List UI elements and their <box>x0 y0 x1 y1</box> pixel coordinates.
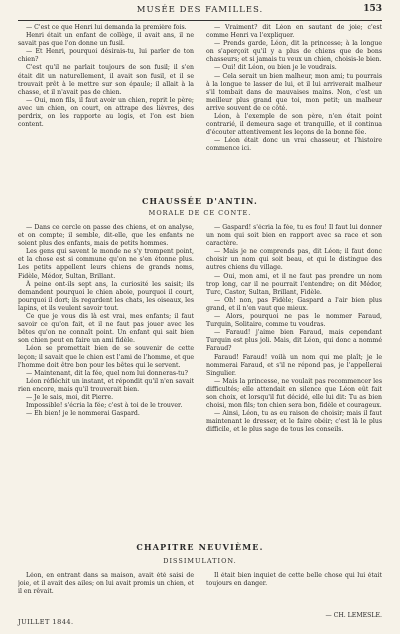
middle-left-column <box>18 224 194 510</box>
paragraph: Il était bien inquiet de cette belle chose qui lui était toujours en danger. <box>206 572 382 588</box>
paragraph: — Léon était donc un vrai chasseur, et l'histoire commence ici. <box>206 137 382 153</box>
middle-columns <box>18 224 382 510</box>
paragraph: — Je le sais, moi, dit Pierre. <box>26 393 114 401</box>
issue-date: JUILLET 1844. <box>18 618 74 626</box>
paragraph: Léon, à l'exemple de son père, n'en était point contrarié, il demeura sage et tranquille, et il continua d'écouter attentivement les leçons de la bonne fée. <box>206 113 382 137</box>
section-title: CHAUSSÉE D'ANTIN. <box>141 196 259 206</box>
chapter-title: CHAPITRE NEUVIÈME. <box>136 542 264 552</box>
paragraph: C'est qu'il ne parlait toujours de son fusil; il s'en était dit un naturellement, il avait son fusil, et il se trouvait prêt à le mettre sur son épaule; il allait à la chasse, et il n'avait pas de chien. <box>18 64 194 96</box>
paragraph: — Dans ce cercle on passe des chiens, et on analyse, et on compte; il semble, dit-elle, que les enfants ne soient plus des enfants, mais de petits hommes. <box>18 224 194 248</box>
paragraph: À peine ont-ils sept ans, la curiosité les saisit; ils demandent pourquoi le chien aboie, pourquoi il court, pourquoi il dort; ils regardent les chats, les oiseaux, les lapins, et ils veulent savoir tout. <box>18 280 194 312</box>
paragraph: Faraud! Faraud! voilà un nom qui me plaît; je le nommerai Faraud, et s'il ne répond pas, je l'appellerai Singulier. <box>206 353 382 377</box>
paragraph: — Gaspard! s'écria la fée, tu es fou! Il faut lui donner un nom qui soit bien en rapport avec sa race et son caractère. <box>206 224 382 248</box>
paragraph: Les gens qui savent le monde ne s'y trompent point, et la chose est si commune qu'on ne s'en étonne plus. Les petits appellent leurs chiens de grands noms, Fidèle, Médor, Sultan, Brillant. <box>18 248 194 280</box>
paragraph: — Et Henri, pourquoi désirais-tu, lui parler de ton chien? <box>18 48 194 64</box>
magazine-title: MUSÉE DES FAMILLES. <box>136 5 264 15</box>
chapter-subtitle: DISSIMULATION. <box>163 557 237 565</box>
paragraph: — C'est ce que Henri lui demanda la première fois. <box>26 24 187 31</box>
chapter-heading <box>18 542 382 552</box>
paragraph: — Mais la princesse, ne voulait pas recommencer les difficultés; elle attendait en silence que Léon eût fait son choix, et lorsqu'il fut décidé, elle lui dit: Tu as bien choisi, mon fils; ton chien sera bon, fidèle et courageux. <box>206 377 382 410</box>
paragraph: — Alors, pourquoi ne pas le nommer Faraud, Turquin, Solitaire, comme tu voudras. <box>206 313 382 329</box>
paragraph: — Maintenant, dit la fée, quel nom lui donneras-tu? <box>26 369 188 377</box>
section-subtitle: MORALE DE CE CONTE. <box>148 209 252 217</box>
paragraph: Ce que je vous dis là est vrai, mes enfants; il faut savoir ce qu'on fait, et il ne faut pas jouer avec les bêtes qu'on ne connaît point. Un enfant qui sait bien son chien peut en faire un ami fidèle. <box>18 313 194 345</box>
paragraph: — Oui, mon fils, il faut avoir un chien, reprit le père; avec un chien, on court, on attrape des lièvres, des perdrix, on les rapporte au logis, et l'on est bien content. <box>18 96 194 129</box>
section-heading <box>18 196 382 206</box>
paragraph: — Ainsi, Léon, tu as eu raison de choisir; mais il faut maintenant le dresser, et le faire obéir; c'est là le plus difficile, et le plus sage de tous les conseils. <box>206 410 382 434</box>
paragraph: Léon se promettait bien de se souvenir de cette leçon; il savait que le chien est l'ami de l'homme, et que l'homme doit être bon pour les bêtes qui le servent. <box>18 345 194 369</box>
bottom-left-column <box>18 572 194 612</box>
paragraph: Impossible! s'écria la fée; c'est à toi de le trouver. <box>26 402 183 410</box>
running-header <box>18 4 382 21</box>
paragraph: Léon réfléchit un instant, et répondit qu'il n'en savait rien encore, mais qu'il trouverait bien. <box>18 377 194 393</box>
paragraph: — Cela serait un bien malheur, mon ami; tu pourrais à la longue te lasser de lui, et il lui arriverait malheur s'il tombait dans de mauvaises mains. Non, c'est un meilleur plus grand que toi, mon petit; un malheur arrive souvent de ce côté. <box>206 72 382 112</box>
page-number: 153 <box>363 4 382 14</box>
paragraph: — Oh! non, pas Fidèle; Gaspard a l'air bien plus grand, et il n'en vaut que mieux. <box>206 296 382 312</box>
paragraph: — Eh bien! je le nommerai Gaspard. <box>26 410 140 418</box>
bottom-columns <box>18 572 382 612</box>
paragraph: — Mais je ne comprends pas, dit Léon; il faut donc choisir un nom qui soit beau, et qui le distingue des autres chiens du village. <box>206 248 382 272</box>
paragraph: — Oui! dit Léon, ou bien je le voudrais. <box>214 64 337 72</box>
bottom-right-column <box>206 572 382 612</box>
middle-right-column <box>206 224 382 510</box>
paragraph: — Faraud! j'aime bien Faraud, mais cependant Turquin est plus joli. Mais, dit Léon, qui donc a nommé Faraud? <box>206 329 382 353</box>
paragraph: — Oui, mon ami, et il ne faut pas prendre un nom trop long, car il ne pourrait l'entendre; on dit Médor, Turc, Castor, Sultan, Brillant, Fidèle. <box>206 272 382 296</box>
paragraph: — Prends garde, Léon, dit la princesse; à la longue on s'aperçoit qu'il y a plus de chiens que de bons chasseurs; et si jamais tu veux un chien, choisis-le bien. <box>206 40 382 64</box>
author-signature: — CH. LEMESLE. <box>325 612 382 619</box>
paragraph: Henri était un enfant de collège, il avait ans, il ne savait pas que l'on donne un fusil. <box>18 32 194 48</box>
paragraph: — Vraiment? dit Léon en sautant de joie; c'est comme Henri va l'expliquer. <box>206 24 382 40</box>
paragraph: Léon, en entrant dans sa maison, avait été saisi de joie, et il avait des ailes; on lui avait promis un chien, et il en rêvait. <box>18 572 194 596</box>
